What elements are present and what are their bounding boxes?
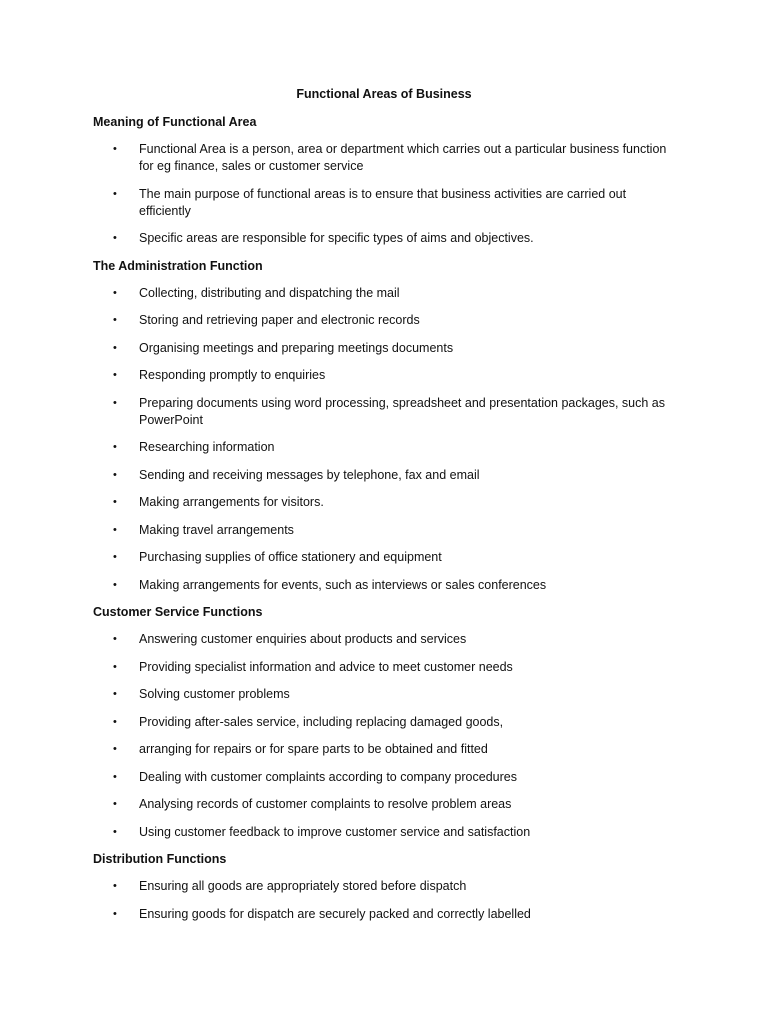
section-heading: Meaning of Functional Area — [93, 115, 257, 129]
bullet-icon: • — [113, 232, 117, 244]
list-item — [93, 439, 673, 456]
list-item-text: Answering customer enquiries about products and services — [139, 632, 467, 646]
bullet-icon: • — [113, 441, 117, 453]
list-item — [93, 659, 673, 676]
list-item-text: Sending and receiving messages by telephone, fax and email — [139, 467, 480, 482]
list-item-text: Collecting, distributing and dispatching the mail — [139, 285, 400, 300]
bullet-icon: • — [113, 633, 117, 645]
list-item — [93, 796, 673, 813]
bullet-list — [93, 878, 673, 923]
bullet-list — [93, 141, 673, 247]
list-item-text: Ensuring all goods are appropriately stored before dispatch — [139, 879, 467, 893]
list-item — [93, 631, 673, 648]
bullet-icon: • — [113, 715, 117, 728]
list-item — [93, 741, 673, 758]
list-item — [93, 522, 673, 539]
list-item-text: Ensuring goods for dispatch are securely packed and correctly labelled — [139, 906, 531, 921]
list-item — [93, 230, 673, 247]
bullet-icon: • — [113, 825, 117, 838]
bullet-icon: • — [113, 314, 117, 326]
list-item-text: Making arrangements for visitors. — [139, 495, 324, 509]
bullet-icon: • — [113, 187, 117, 200]
bullet-icon: • — [113, 143, 117, 155]
list-item-text: Providing specialist information and advice to meet customer needs — [139, 659, 513, 674]
bullet-icon: • — [113, 798, 117, 810]
list-item-text: Specific areas are responsible for specific types of aims and objectives. — [139, 231, 534, 245]
list-item-text: Dealing with customer complaints according to company procedures — [139, 769, 517, 784]
list-item — [93, 395, 673, 429]
bullet-icon: • — [113, 743, 117, 755]
bullet-icon: • — [113, 688, 117, 700]
bullet-icon: • — [113, 551, 117, 563]
bullet-icon: • — [113, 496, 117, 508]
section-heading: The Administration Function — [93, 258, 263, 273]
list-item-text: Organising meetings and preparing meetings documents — [139, 340, 454, 355]
bullet-icon: • — [113, 369, 117, 381]
list-item-text: Making travel arrangements — [139, 522, 294, 537]
bullet-icon: • — [113, 907, 117, 920]
bullet-icon: • — [113, 286, 117, 299]
list-item — [93, 906, 673, 923]
list-item — [93, 549, 673, 566]
list-item-text: Purchasing supplies of office stationery and equipment — [139, 550, 442, 564]
list-item — [93, 769, 673, 786]
list-item — [93, 340, 673, 357]
list-item — [93, 285, 673, 302]
list-item — [93, 824, 673, 841]
list-item-text: Researching information — [139, 440, 275, 454]
list-item — [93, 367, 673, 384]
bullet-icon: • — [113, 880, 117, 892]
list-item — [93, 878, 673, 895]
list-item-text: Responding promptly to enquiries — [139, 368, 326, 382]
list-item — [93, 141, 673, 175]
bullet-icon: • — [113, 396, 117, 409]
bullet-list — [93, 285, 673, 594]
list-item-text: The main purpose of functional areas is to ensure that business activities are carried out efficiently — [139, 186, 627, 218]
bullet-icon: • — [113, 578, 117, 591]
list-item — [93, 494, 673, 511]
section-heading: Customer Service Functions — [93, 605, 263, 619]
bullet-icon: • — [113, 468, 117, 481]
section-heading: Distribution Functions — [93, 852, 227, 866]
list-item-text: Making arrangements for events, such as interviews or sales conferences — [139, 577, 547, 592]
list-item-text: Functional Area is a person, area or department which carries out a particular business function for eg finance, sales or customer service — [139, 142, 667, 173]
list-item — [93, 577, 673, 594]
list-item-text: Providing after-sales service, including replacing damaged goods, — [139, 714, 504, 729]
list-item-text: Using customer feedback to improve customer service and satisfaction — [139, 824, 531, 839]
bullet-icon: • — [113, 770, 117, 783]
list-item-text: Solving customer problems — [139, 687, 290, 701]
list-item — [93, 186, 673, 220]
list-item — [93, 467, 673, 484]
list-item — [93, 714, 673, 731]
bullet-list — [93, 631, 673, 841]
list-item — [93, 686, 673, 703]
list-item-text: arranging for repairs or for spare parts to be obtained and fitted — [139, 742, 488, 756]
list-item-text: Storing and retrieving paper and electronic records — [139, 313, 420, 327]
list-item-text: Preparing documents using word processing, spreadsheet and presentation packages, such as PowerPoint — [139, 395, 666, 427]
bullet-icon: • — [113, 523, 117, 536]
list-item-text: Analysing records of customer complaints to resolve problem areas — [139, 797, 512, 811]
document-body — [93, 114, 673, 933]
bullet-icon: • — [113, 341, 117, 354]
bullet-icon: • — [113, 660, 117, 673]
document-title: Functional Areas of Business — [296, 87, 472, 101]
list-item — [93, 312, 673, 329]
